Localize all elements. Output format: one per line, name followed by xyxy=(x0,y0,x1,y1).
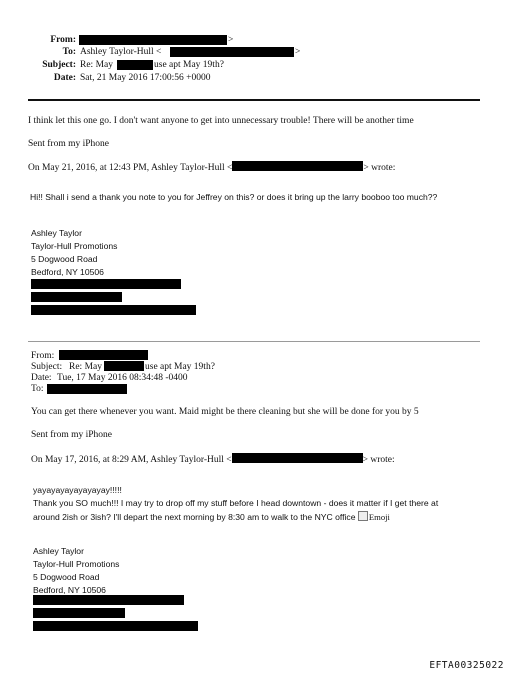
message2-line-text: around 2ish or 3ish? I'll depart the next morning by 8:30 am to walk to the NYC office xyxy=(33,512,356,522)
date-value: Sat, 21 May 2016 17:00:56 +0000 xyxy=(80,73,211,83)
to-label: To: xyxy=(62,47,76,57)
subject-prefix: Re: May xyxy=(69,362,102,372)
redacted-sig-line xyxy=(33,595,184,605)
redacted-sig-line xyxy=(33,621,198,631)
sig-city: Bedford, NY 10506 xyxy=(33,585,106,595)
message2-line: Thank you SO much!!! I may try to drop off my stuff before I head downtown - does it matter if I get there at xyxy=(33,498,439,508)
redacted-sig-line xyxy=(33,608,125,618)
subject-label: Subject: xyxy=(31,362,63,372)
sig-name: Ashley Taylor xyxy=(31,228,82,238)
sig-street: 5 Dogwood Road xyxy=(33,572,100,582)
broken-image-icon xyxy=(358,511,368,521)
to-value-prefix: Ashley Taylor-Hull < xyxy=(80,47,162,57)
sig-street: 5 Dogwood Road xyxy=(31,254,98,264)
message1-body: Hi!! Shall i send a thank you note to you for Jeffrey on this? or does it bring up the larry booboo too much?? xyxy=(30,192,438,202)
sig-city: Bedford, NY 10506 xyxy=(31,267,104,277)
subject-label: Subject: xyxy=(42,60,76,70)
date-value: Tue, 17 May 2016 08:34:48 -0400 xyxy=(57,373,188,383)
date-label: Date: xyxy=(53,73,76,83)
reply2-quote-line xyxy=(31,453,395,465)
subject-prefix: Re: May xyxy=(80,60,113,70)
subject-suffix: use apt May 19th? xyxy=(154,60,224,70)
header-divider xyxy=(28,99,480,101)
bates-number: EFTA00325022 xyxy=(429,660,504,671)
redacted-sig-line xyxy=(31,279,181,289)
redacted-email xyxy=(232,161,363,171)
emoji-placeholder xyxy=(358,512,390,522)
emoji-alt-text: Emoji xyxy=(368,512,390,522)
quote-prefix: On May 21, 2016, at 12:43 PM, Ashley Taylor-Hull < xyxy=(28,163,233,173)
from-label: From: xyxy=(31,351,55,361)
reply1-body: I think let this one go. I don't want anyone to get into unnecessary trouble! There will be another time xyxy=(28,116,414,126)
date-label: Date: xyxy=(31,373,52,383)
sig-company: Taylor-Hull Promotions xyxy=(33,559,120,569)
from-label: From: xyxy=(50,35,76,45)
message2-line: yayayayayayayayay!!!!! xyxy=(33,485,122,495)
redacted-to xyxy=(170,47,294,57)
reply1-quote-line xyxy=(28,161,395,173)
redacted-to xyxy=(47,384,127,394)
sig-name: Ashley Taylor xyxy=(33,546,84,556)
quote-prefix: On May 17, 2016, at 8:29 AM, Ashley Taylor-Hull < xyxy=(31,455,232,465)
redacted-from xyxy=(59,350,148,360)
quote-suffix: > wrote: xyxy=(363,163,396,173)
redacted-subject xyxy=(117,60,153,70)
sig-company: Taylor-Hull Promotions xyxy=(31,241,118,251)
reply2-signature: Sent from my iPhone xyxy=(31,430,113,440)
redacted-email xyxy=(232,453,363,463)
redacted-sig-line xyxy=(31,292,122,302)
subject-suffix: use apt May 19th? xyxy=(145,362,215,372)
reply2-body: You can get there whenever you want. Maid might be there cleaning but she will be done for you by 5 xyxy=(31,407,419,417)
reply1-signature: Sent from my iPhone xyxy=(28,139,110,149)
to-label: To: xyxy=(31,384,44,394)
message2-line xyxy=(33,511,390,522)
to-value-suffix: > xyxy=(295,47,301,57)
quote-suffix: > wrote: xyxy=(362,455,395,465)
redacted-sig-line xyxy=(31,305,196,315)
redacted-from xyxy=(79,35,227,45)
message-divider xyxy=(28,341,480,342)
from-value-suffix: > xyxy=(228,35,234,45)
redacted-subject xyxy=(104,361,144,371)
